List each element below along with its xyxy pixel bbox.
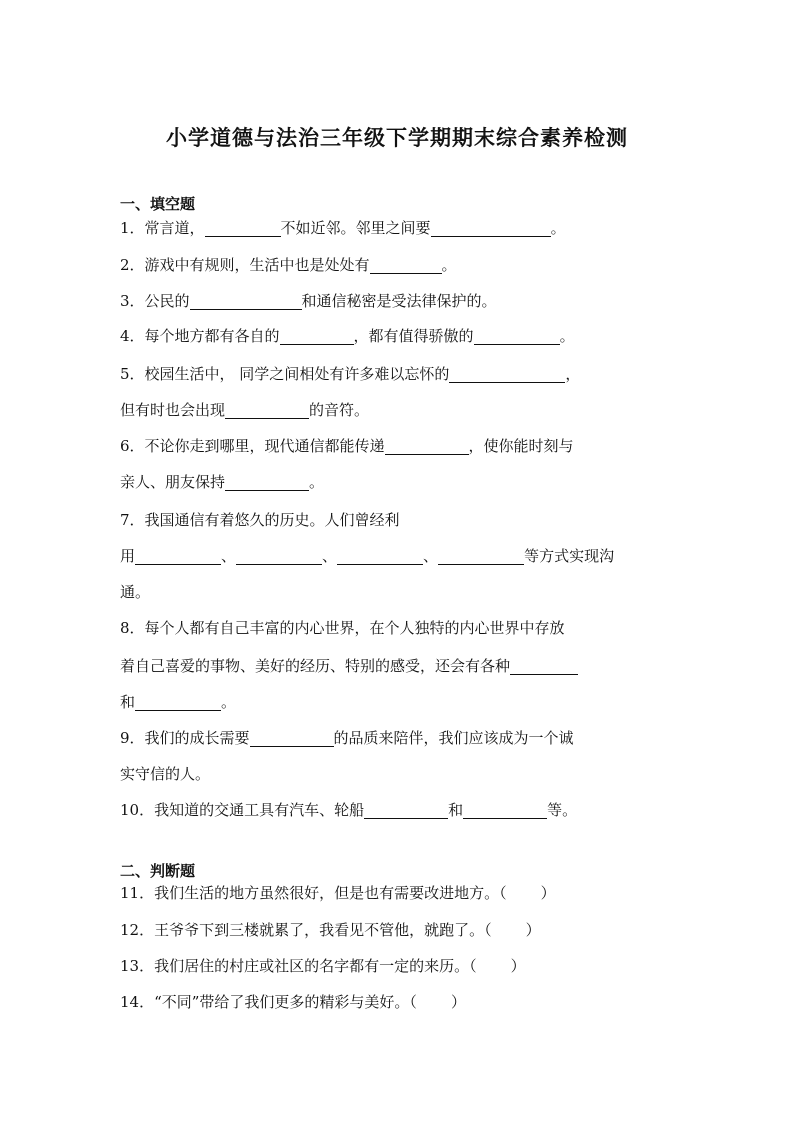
answer-blank[interactable]	[431, 220, 551, 237]
question-10: 10．我知道的交通工具有汽车、轮船 和 等。	[120, 801, 578, 819]
answer-blank[interactable]	[463, 802, 547, 819]
question-3: 3．公民的 和通信秘密是受法律保护的。	[120, 292, 497, 310]
question-4: 4．每个地方都有各自的 ，都有值得骄傲的 。	[120, 327, 575, 345]
question-7-continued: 用 、 、 、 等方式实现沟	[120, 547, 615, 565]
page-title: 小学道德与法治三年级下学期期末综合素养检测	[166, 126, 628, 150]
question-13: 13．我们居住的村庄或社区的名字都有一定的来历。（ ）	[120, 957, 526, 975]
answer-blank[interactable]	[225, 402, 309, 419]
question-9-continued: 实守信的人。	[120, 765, 211, 783]
question-5-continued: 但有时也会出现 的音符。	[120, 401, 370, 419]
question-7-end: 通。	[120, 583, 151, 601]
answer-blank[interactable]	[190, 293, 302, 310]
question-7: 7．我国通信有着悠久的历史。人们曾经利	[120, 511, 400, 529]
question-8-end: 和 。	[120, 693, 237, 711]
question-5: 5．校园生活中， 同学之间相处有许多难以忘怀的 ，	[120, 365, 581, 383]
answer-blank[interactable]	[364, 802, 448, 819]
answer-blank[interactable]	[205, 220, 281, 237]
section-heading-fill-blank: 一、填空题	[120, 195, 196, 213]
section-heading-judge: 二、判断题	[120, 862, 196, 880]
answer-blank[interactable]	[385, 438, 469, 455]
answer-blank[interactable]	[250, 730, 334, 747]
question-12: 12．王爷爷下到三楼就累了，我看见不管他，就跑了。（ ）	[120, 921, 541, 939]
question-11: 11．我们生活的地方虽然很好，但是也有需要改进地方。（ ）	[120, 884, 556, 902]
question-6: 6．不论你走到哪里，现代通信都能传递 ，使你能时刻与	[120, 437, 574, 455]
answer-blank[interactable]	[474, 328, 560, 345]
answer-blank[interactable]	[135, 694, 221, 711]
question-14: 14．“不同”带给了我们更多的精彩与美好。（ ）	[120, 993, 466, 1011]
answer-blank[interactable]	[370, 257, 442, 274]
answer-blank[interactable]	[280, 328, 354, 345]
question-2: 2．游戏中有规则，生活中也是处处有 。	[120, 256, 457, 274]
question-8: 8．每个人都有自己丰富的内心世界，在个人独特的内心世界中存放	[120, 619, 565, 637]
answer-blank[interactable]	[449, 366, 565, 383]
question-8-continued: 着自己喜爱的事物、美好的经历、特别的感受，还会有各种	[120, 656, 578, 676]
answer-blank[interactable]	[337, 548, 423, 565]
answer-blank[interactable]	[225, 474, 309, 491]
answer-blank[interactable]	[510, 658, 578, 675]
answer-blank[interactable]	[236, 548, 322, 565]
answer-blank[interactable]	[438, 548, 524, 565]
question-1: 1．常言道， 不如近邻。邻里之间要 。	[120, 219, 566, 237]
question-9: 9．我们的成长需要 的品质来陪伴，我们应该成为一个诚	[120, 729, 574, 747]
answer-blank[interactable]	[135, 548, 221, 565]
question-6-continued: 亲人、朋友保持 。	[120, 473, 325, 491]
